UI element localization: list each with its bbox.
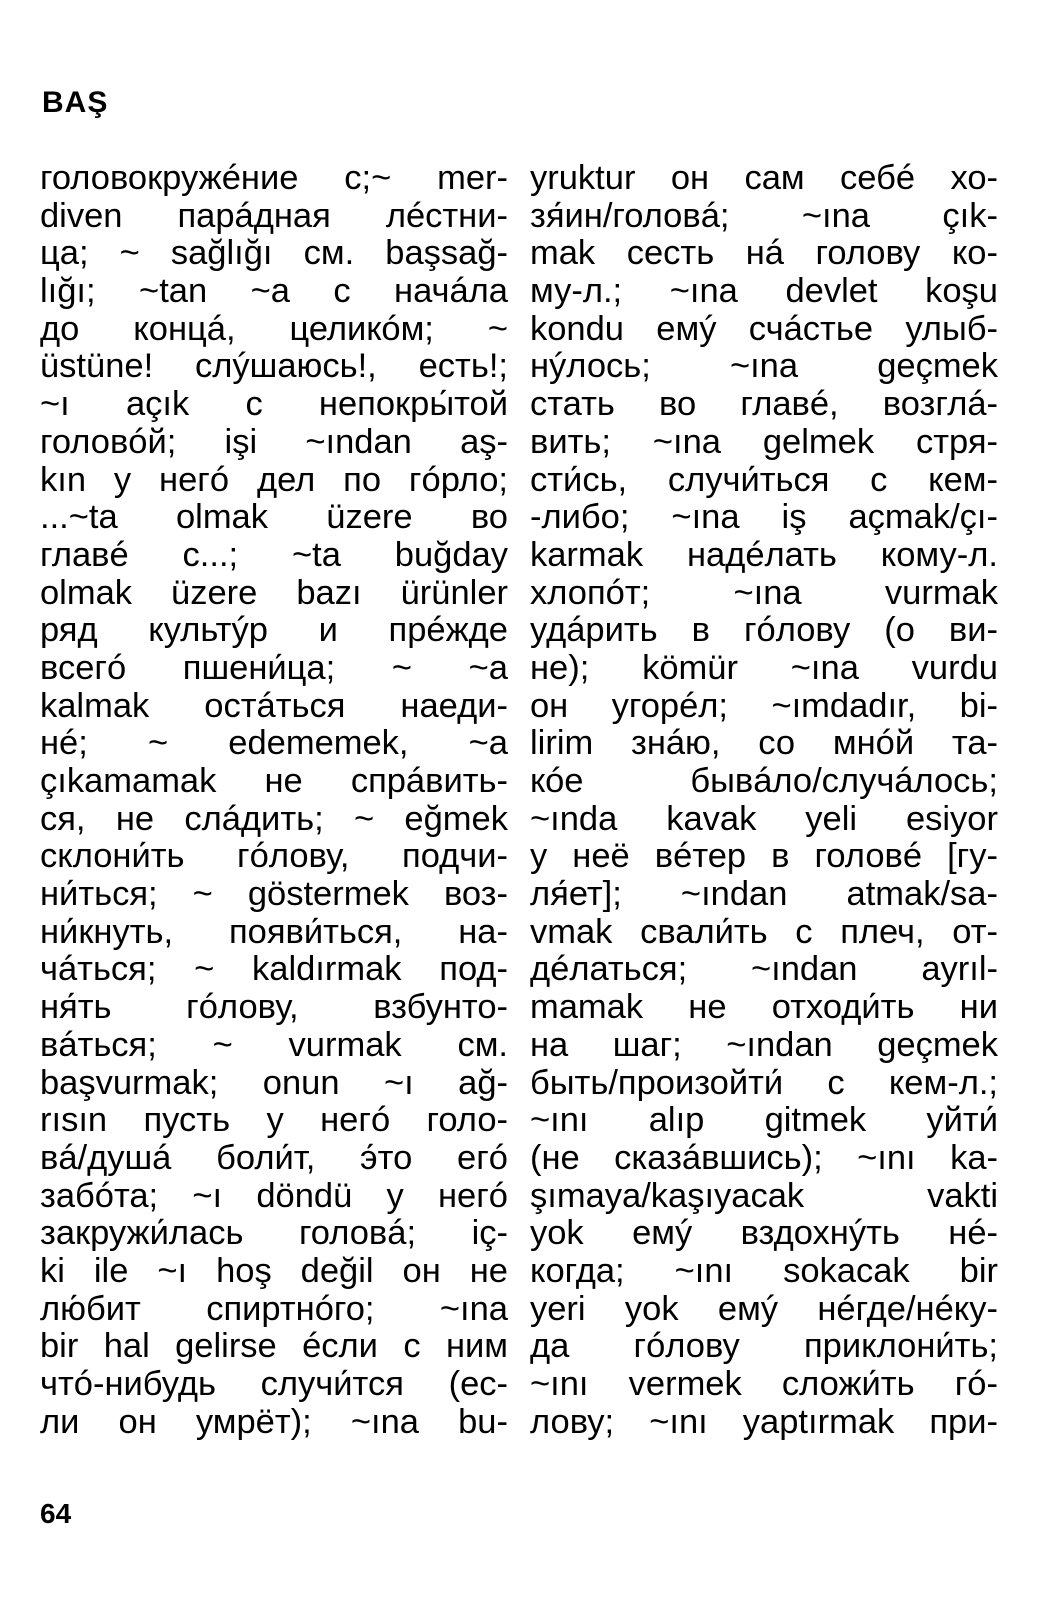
text-line: vmak свали́ть с плеч, от- xyxy=(530,913,998,951)
text-line: diven парáдная лéстни- xyxy=(40,197,508,235)
text-line: не); kömür ~ına vurdu xyxy=(530,649,998,687)
text-line: головóй; işi ~ından aş- xyxy=(40,423,508,461)
text-line: вить; ~ına gelmek стря- xyxy=(530,423,998,461)
text-line: ли он умрёт); ~ına bu- xyxy=(40,1403,508,1441)
text-line: şımaya/kaşıyacak vakti xyxy=(530,1177,998,1215)
text-line: нé; ~ edememek, ~a xyxy=(40,725,508,763)
right-column xyxy=(530,160,998,1441)
text-line: хлопóт; ~ına vurmak xyxy=(530,574,998,612)
text-line: да гóлову приклони́ть; xyxy=(530,1328,998,1366)
text-line: (не сказáвшись); ~ını ka- xyxy=(530,1139,998,1177)
text-line: нýлось; ~ına geçmek xyxy=(530,348,998,386)
text-line: когда; ~ını sokacak bir xyxy=(530,1252,998,1290)
text-line: ~ı açık с непокры́той xyxy=(40,386,508,424)
text-line: зя́ин/головá; ~ına çık- xyxy=(530,197,998,235)
text-line: дéлаться; ~ından ayrıl- xyxy=(530,951,998,989)
text-line: kalmak остáться наеди- xyxy=(40,687,508,725)
text-line: ~ını alıp gitmek уйти́ xyxy=(530,1102,998,1140)
page-number: 64 xyxy=(40,1498,72,1529)
text-line: -либо; ~ına iş açmak/çı- xyxy=(530,499,998,537)
text-line: karmak надéлать кому-л. xyxy=(530,536,998,574)
text-line: ни́ться; ~ göstermek воз- xyxy=(40,876,508,914)
text-line: сти́сь, случи́ться с кем- xyxy=(530,461,998,499)
text-line: bir hal gelirse éсли с ним xyxy=(40,1328,508,1366)
text-line: mamak не отходи́ть ни xyxy=(530,989,998,1027)
text-line: ki ile ~ı hoş değil он не xyxy=(40,1252,508,1290)
text-line: ни́кнуть, появи́ться, на- xyxy=(40,913,508,951)
text-line: ца; ~ sağlığı см. başsağ- xyxy=(40,235,508,273)
text-line: ня́ть гóлову, взбунто- xyxy=(40,989,508,1027)
text-line: вá/душá боли́т, э́то егó xyxy=(40,1139,508,1177)
text-line: kondu емý счáстье улыб- xyxy=(530,310,998,348)
text-line: ся, не слáдить; ~ eğmek xyxy=(40,800,508,838)
text-line: yok емý вздохнýть нé- xyxy=(530,1215,998,1253)
text-line: ~ında kavak yeli esiyor xyxy=(530,800,998,838)
text-line: лову; ~ını yaptırmak при- xyxy=(530,1403,998,1441)
text-line: чáться; ~ kaldırmak под- xyxy=(40,951,508,989)
text-line: закружи́лась головá; iç- xyxy=(40,1215,508,1253)
text-line: чтó-нибудь случи́тся (ес- xyxy=(40,1366,508,1403)
text-line: rısın пусть у негó голо- xyxy=(40,1102,508,1140)
text-line: на шаг; ~ından geçmek xyxy=(530,1026,998,1064)
running-head: BAŞ xyxy=(42,86,109,119)
text-line: вáться; ~ vurmak см. xyxy=(40,1026,508,1064)
text-line: удáрить в гóлову (о ви- xyxy=(530,612,998,650)
text-line: до концá, целикóм; ~ xyxy=(40,310,508,348)
text-line: ...~ta olmak üzere во xyxy=(40,499,508,537)
text-line: yeri yok емý нéгде/нéку- xyxy=(530,1290,998,1328)
text-line: му-л.; ~ına devlet koşu xyxy=(530,273,998,311)
text-line: склони́ть гóлову, подчи- xyxy=(40,838,508,876)
text-line: çıkamamak не спрáвить- xyxy=(40,763,508,800)
text-line: быть/произойти́ с кем-л.; xyxy=(530,1064,998,1102)
text-line: он угорéл; ~ımdadır, bi- xyxy=(530,687,998,725)
text-line: mak сесть нá голову ко- xyxy=(530,235,998,273)
text-line: кóе бывáло/случáлось; xyxy=(530,763,998,800)
text-line: главé с...; ~ta buğday xyxy=(40,536,508,574)
left-column xyxy=(40,160,508,1441)
text-line: lirim знáю, со мнóй та- xyxy=(530,725,998,763)
text-line: забóта; ~ı döndü у негó xyxy=(40,1177,508,1215)
text-line: у неё вéтер в головé [гу- xyxy=(530,838,998,876)
text-line: стать во главé, возглá- xyxy=(530,386,998,424)
text-line: ряд культýр и прéжде xyxy=(40,612,508,650)
text-line: ля́ет]; ~ından atmak/sa- xyxy=(530,876,998,914)
text-line: olmak üzere bazı ürünler xyxy=(40,574,508,612)
text-line: лю́бит спиртнóго; ~ına xyxy=(40,1290,508,1328)
text-line: ~ını vermek сложи́ть гó- xyxy=(530,1366,998,1403)
text-line: yruktur он сам себé хо- xyxy=(530,160,998,197)
text-line: üstüne! слýшаюсь!, есть!; xyxy=(40,348,508,386)
text-line: başvurmak; onun ~ı ağ- xyxy=(40,1064,508,1102)
text-line: головокружéние с;~ mer- xyxy=(40,160,508,197)
text-line: kın у негó дел по гóрло; xyxy=(40,461,508,499)
text-line: lığı; ~tan ~a с начáла xyxy=(40,273,508,311)
text-line: всегó пшени́ца; ~ ~a xyxy=(40,649,508,687)
